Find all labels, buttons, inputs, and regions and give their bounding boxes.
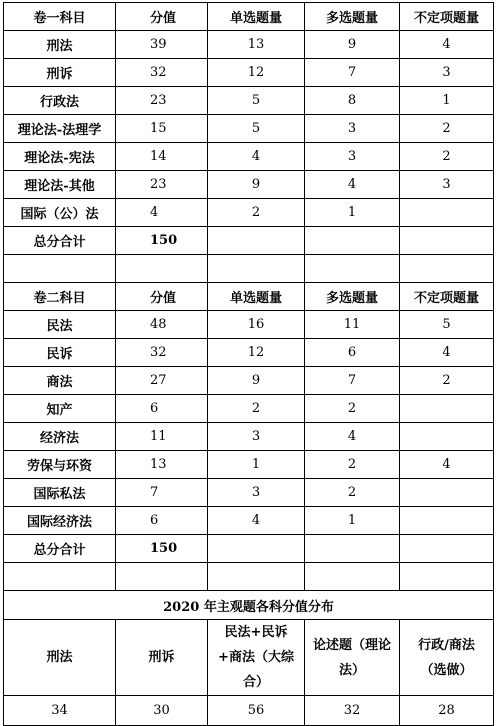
table-cell: 12: [208, 59, 305, 87]
subject-name: 理论法-其他: [4, 171, 116, 199]
column-header: 单选题量: [208, 283, 305, 311]
table-cell: 32: [116, 339, 208, 367]
section1-total-row: [4, 227, 494, 255]
table-row: [4, 507, 494, 535]
column-header: 行政/商法（选做）: [400, 620, 494, 696]
column-header: 卷二科目: [4, 283, 116, 311]
empty-cell: [305, 255, 400, 283]
subject-name: 商法: [4, 367, 116, 395]
table-cell: [400, 423, 494, 451]
column-header: 论述题（理论法）: [305, 620, 400, 696]
table-cell: 5: [208, 115, 305, 143]
subject-name: 刑诉: [4, 59, 116, 87]
table-cell: 48: [116, 311, 208, 339]
table-cell: [400, 395, 494, 423]
table-row: [4, 451, 494, 479]
score-table: [3, 2, 494, 726]
table-cell: 28: [400, 696, 494, 726]
table-cell: 4: [305, 171, 400, 199]
column-header: 卷一科目: [4, 3, 116, 31]
table-cell: [400, 479, 494, 507]
subject-name: 民诉: [4, 339, 116, 367]
total-label: 总分合计: [4, 535, 116, 563]
table-cell: 1: [400, 87, 494, 115]
column-header: 刑法: [4, 620, 116, 696]
section2-header-row: [4, 283, 494, 311]
table-row: [4, 87, 494, 115]
table-cell: 23: [116, 87, 208, 115]
table-cell: 56: [208, 696, 305, 726]
table-cell: 3: [208, 479, 305, 507]
subject-name: 刑法: [4, 31, 116, 59]
table-cell: 3: [400, 171, 494, 199]
table-cell: 13: [116, 451, 208, 479]
table-cell: [400, 199, 494, 227]
table-row: [4, 311, 494, 339]
table-cell: 27: [116, 367, 208, 395]
table-cell: 6: [305, 339, 400, 367]
table-cell: 8: [305, 87, 400, 115]
subject-name: 理论法-宪法: [4, 143, 116, 171]
table-cell: 1: [305, 199, 400, 227]
table-cell: 4: [400, 339, 494, 367]
table-cell: 15: [116, 115, 208, 143]
empty-cell: [400, 535, 494, 563]
column-header: 单选题量: [208, 3, 305, 31]
empty-cell: [208, 255, 305, 283]
table-cell: 13: [208, 31, 305, 59]
empty-cell: [4, 255, 116, 283]
table-cell: 3: [208, 423, 305, 451]
table-cell: 5: [208, 87, 305, 115]
table-cell: 6: [116, 507, 208, 535]
table-row: [4, 59, 494, 87]
subject-name: 知产: [4, 395, 116, 423]
table-cell: 4: [305, 423, 400, 451]
table-cell: 2: [305, 451, 400, 479]
table-row: [4, 395, 494, 423]
table-cell: 4: [208, 507, 305, 535]
section-title: 2020 年主观题各科分值分布: [4, 591, 494, 620]
table-cell: 6: [116, 395, 208, 423]
table-cell: 2: [400, 367, 494, 395]
empty-cell: [116, 255, 208, 283]
table-row: [4, 31, 494, 59]
empty-cell: [4, 563, 116, 591]
table-cell: 12: [208, 339, 305, 367]
column-header: 民法+民诉+商法（大综合）: [208, 620, 305, 696]
spacer-row: [4, 563, 494, 591]
subject-name: 理论法-法理学: [4, 115, 116, 143]
table-cell: 1: [208, 451, 305, 479]
table-cell: 2: [400, 115, 494, 143]
table-cell: 3: [400, 59, 494, 87]
empty-cell: [305, 563, 400, 591]
table-row: [4, 115, 494, 143]
total-value: 150: [116, 535, 208, 563]
table-row: [4, 367, 494, 395]
table-cell: [400, 507, 494, 535]
table-cell: 2: [305, 479, 400, 507]
table-cell: 5: [400, 311, 494, 339]
table-cell: 23: [116, 171, 208, 199]
empty-cell: [400, 227, 494, 255]
table-cell: 2: [305, 395, 400, 423]
spacer-row: [4, 255, 494, 283]
table-cell: 3: [305, 115, 400, 143]
section2-total-row: [4, 535, 494, 563]
empty-cell: [305, 227, 400, 255]
column-header: 分值: [116, 283, 208, 311]
table-cell: 14: [116, 143, 208, 171]
table-cell: 1: [305, 507, 400, 535]
table-row: [4, 143, 494, 171]
table-cell: 2: [208, 395, 305, 423]
section3-title-row: [4, 591, 494, 620]
table-row: [4, 423, 494, 451]
empty-cell: [116, 563, 208, 591]
table-cell: 2: [208, 199, 305, 227]
empty-cell: [305, 535, 400, 563]
subject-name: 劳保与环资: [4, 451, 116, 479]
table-row: [4, 479, 494, 507]
subject-name: 行政法: [4, 87, 116, 115]
table-cell: 7: [116, 479, 208, 507]
table-row: [4, 199, 494, 227]
table-cell: 39: [116, 31, 208, 59]
table-cell: 32: [116, 59, 208, 87]
section1-header-row: [4, 3, 494, 31]
table-cell: 4: [400, 31, 494, 59]
subject-name: 国际私法: [4, 479, 116, 507]
table-cell: 4: [116, 199, 208, 227]
table-cell: 9: [208, 171, 305, 199]
table-cell: 9: [305, 31, 400, 59]
table-cell: 16: [208, 311, 305, 339]
total-label: 总分合计: [4, 227, 116, 255]
table-cell: 34: [4, 696, 116, 726]
empty-cell: [400, 255, 494, 283]
table-cell: 7: [305, 59, 400, 87]
table-cell: 11: [305, 311, 400, 339]
table-cell: 4: [400, 451, 494, 479]
column-header: 不定项题量: [400, 283, 494, 311]
empty-cell: [208, 563, 305, 591]
column-header: 多选题量: [305, 3, 400, 31]
table-cell: 11: [116, 423, 208, 451]
empty-cell: [208, 227, 305, 255]
subject-name: 经济法: [4, 423, 116, 451]
column-header: 不定项题量: [400, 3, 494, 31]
table-cell: 9: [208, 367, 305, 395]
table-cell: 32: [305, 696, 400, 726]
empty-cell: [208, 535, 305, 563]
column-header: 刑诉: [116, 620, 208, 696]
table-cell: 30: [116, 696, 208, 726]
table-row: [4, 171, 494, 199]
empty-cell: [400, 563, 494, 591]
subject-name: 国际（公）法: [4, 199, 116, 227]
column-header: 分值: [116, 3, 208, 31]
table-cell: 3: [305, 143, 400, 171]
table-cell: 7: [305, 367, 400, 395]
subject-name: 民法: [4, 311, 116, 339]
table-row: [4, 339, 494, 367]
section3-value-row: [4, 696, 494, 726]
column-header: 多选题量: [305, 283, 400, 311]
subject-name: 国际经济法: [4, 507, 116, 535]
section3-header-row: [4, 620, 494, 696]
table-cell: 2: [400, 143, 494, 171]
total-value: 150: [116, 227, 208, 255]
table-cell: 4: [208, 143, 305, 171]
